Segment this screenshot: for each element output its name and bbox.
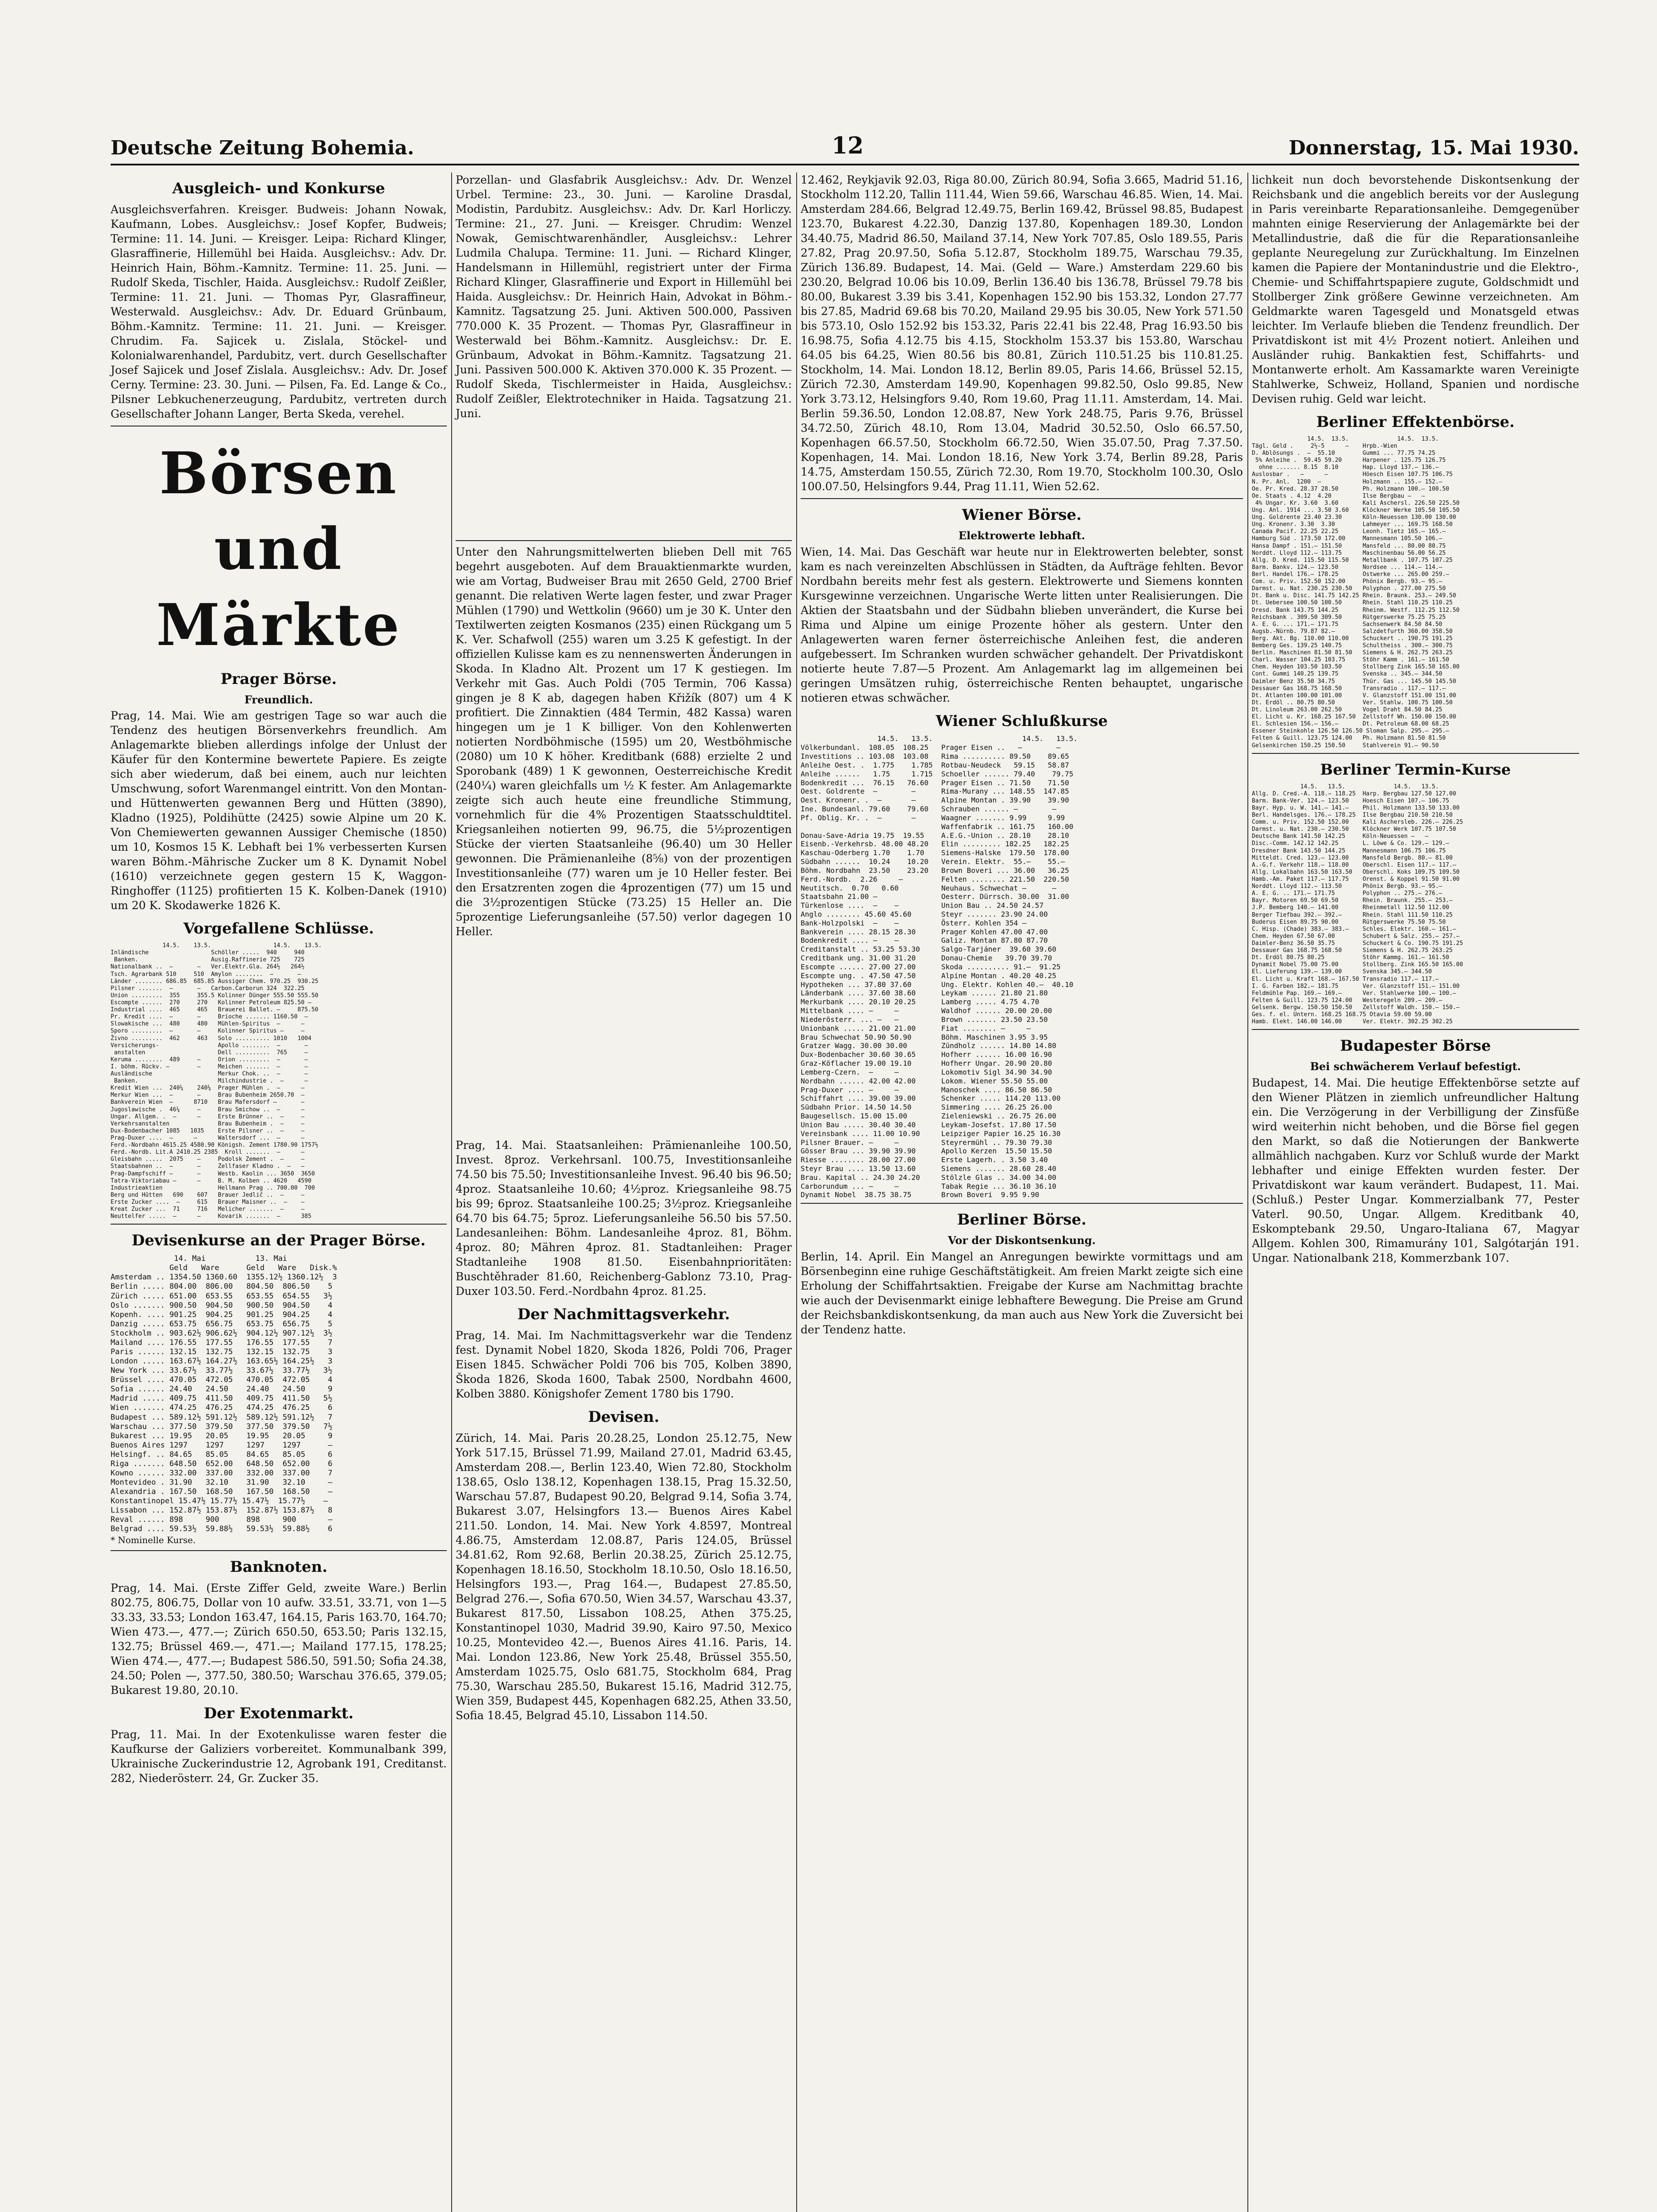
- issue-date: Donnerstag, 15. Mai 1930.: [1289, 137, 1579, 159]
- budapester-heading: Budapester Börse: [1340, 1037, 1491, 1055]
- staatsanleihen-text: Prag, 14. Mai. Staatsanleihen: Prämienanleihe 100.50, Invest. 8proz. Verkehrsanl. 100.75, Investitionsanleihe 74.50 bis 75.50; Investitionsanleihe Invest. 96.40 bis 96.50; 4proz. Staatsanleihe 10.60; 4½proz. Kriegsanleihe 98.75 bis 99; 6proz. Staatsanleihe 100.25; 3½proz. Kriegsanleihe 64.70 bis 64.75; 5proz. Lieferungsanleihe 56.50 bis 57.50. Landesanleihen: Böhm. Landesanleihe 4proz. 81, Böhm. 4proz. 80; Mähren 4proz. 81. Stadtanleihen: Prager Stadtanleihe 1908 81.50. Eisenbahnprioritäten: Buschtěhrader 81.60, Reichenberg-Gablonz 73.10, Prag-Duxer 103.50. Ferd.-Nordbahn 4proz. 81.25.: [456, 1139, 792, 1298]
- column-2: [456, 173, 792, 1727]
- divider: [801, 498, 1243, 499]
- column-rule: [796, 173, 797, 2212]
- divider: [111, 1550, 447, 1551]
- exoten-heading: Der Exotenmarkt.: [203, 1704, 354, 1722]
- vorgefallene-table: 14.5. 13.5. 14.5. 13.5. Inländische Schöller ..... 940 940 Banken. Ausig.Raffinerie 725 725 Nationalbank .. — — Ver.Elektr.Gla. 264½ 264½ Tsch. Agrarbank 510 510 Amylon ........ — — Länder ........ 686.85 685.85 Aussiger Chem. 970.25 930.25 Pilsner ....... — — Carbon.Carborun 324 322.25 Union ......... 355 355.5 Kolinner Dünger 555.50 555.50 Escompte ...... 270 270 Kolinner Petroleum 825.50 — Industrial .... 465 465 Brauerei Ballet. — 875.50 Pr. Kredit .... — — Brioche ....... 1160.50 — Slowakische ... 480 480 Mühlen-Spiritus — — Sporo ......... — — Kolinner Spiritus — — Živno ......... 462 463 Solo .......... 1010 1004 Versicherungs- Apollo ........ — — anstalten Dell .......... 765 — Keruma ........ 489 — Orion ......... — — I. böhm. Rückv. — — Meichen ....... — — Ausländische Merkur Chok. .. — — Banken. Milchindustrie . — — Kredit Wien ... 240¼ 240¼ Prager Mühlen . — — Merkur Wien ... — — Brau Bubenheim 2650.70 — Bankverein Wien — 8710 Brau Mafersdorf — — Jugoslawische . 46¼ — Brau Smichow .. — — Ungar. Allgem. . — — Erste Brünner .. — — Verkehrsanstalten Brau Bubenheim . — — Dux-Bodenbacher 1085 1035 Erste Pilsner .. — — Prag-Duxer .... — — Waltersdorf ... — — Ferd.-Nordbahn 4615.25 4580.90 Königsh. Zement 1780.90 1757½ Ferd.-Nordb. Lit.A 2410.25 2385 Kroll ....... — — Gleisbahn ..... 2075 — Podolsk Zement . — — Staatsbahnen .. — — Zellfaser Kladno . — — Prag-Dampfschiff — — Westb. Kaolin ... 3650 3650 Tatra-Viktoriabau — — B. M. Kolben .. 4620 4590 Industrieaktien Hellmann Prag .. 700.00 700 Berg und Hütten 690 607 Brauer Jedlič .. — — Erste Zucker .... — 615 Brauer Maisner .. — — Kreat Zucker ... 71 716 Melicher ....... — — Neuttelfer ..... — — Kovarik ....... — 385: [111, 942, 322, 1220]
- vorgefallene-heading: Vorgefallene Schlüsse.: [183, 920, 374, 938]
- wiener-text: Wien, 14. Mai. Das Geschäft war heute nur in Elektrowerten belebter, sonst kam es nach vereinzelten Abschlüssen in Städten, da Aufträge fehlten. Bevor Nordbahn bereits mehr fest als gestern. Elektrowerte und Siemens konnten Kursgewinne verzeichnen. Ungarische Werte litten unter Realisierungen. Die Aktien der Staatsbahn und der Südbahn blieben unverändert, die Kurse bei Rima und Alpine um einige Prozente höher als gestern. Unter den Anlagewerten waren ferner österreichische Anleihen fest, die anderen aufgebessert. Im Schranken wurden schwächer gehandelt. Der Privatdiskont notierte heute 7.87—5 Prozent. Am Anlagemarkt lag im allgemeinen bei geringen Umsätzen ruhig, österreichische Renten behauptet, ungarische notieren etwas schwächer.: [801, 545, 1243, 704]
- berliner-subhead: Vor der Diskontsenkung.: [948, 1234, 1096, 1247]
- devisen-heading: Devisenkurse an der Prager Börse.: [131, 1232, 426, 1250]
- berliner-continued-text: lichkeit nun doch bevorstehende Diskontsenkung der Reichsbank und die angeblich bereits vor der Auslegung in Paris vereinbarte Reparationsanleihe. Demgegenüber mahnten einige Reservierung der Anlagemärkte bei der Metallindustrie, daß die für die Reparationsanleihe geplante Neuregelung zur Zurückhaltung. Im Einzelnen kamen die Papiere der Montanindustrie und die Elektro-, Chemie- und Schiffahrtspapiere zugute, Goldschmidt und Stollberger Zink größere Gewinne verzeichneten. Am Geldmarkte waren Tagesgeld und Monatsgeld etwas leichter. Im Verlaufe blieben die Tendenz freundlich. Der Privatdiskont ist mit 4½ Prozent notiert. Anleihen und Ausländer ruhig. Bankaktien fest, Schiffahrts- und Montanwerte erholt. Am Kassamarkte waren Vereinigte Stahlwerke, Schweiz, Holland, Spanien und nordische Devisen ruhig. Geld war leicht.: [1252, 173, 1579, 405]
- wiener-subhead: Elektrowerte lebhaft.: [958, 529, 1085, 542]
- divider: [456, 540, 792, 541]
- devisen2-text: Zürich, 14. Mai. Paris 20.28.25, London 25.12.75, New York 517.15, Brüssel 71.99, Mailand 27.01, Madrid 63.45, Amsterdam 208.—, Berlin 123.40, Wien 72.80, Stockholm 138.65, Oslo 138.12, Kopenhagen 138.15, Prag 15.32.50, Warschau 57.87, Budapest 90.20, Belgrad 9.14, Sofia 3.74, Bukarest 3.07, Helsingfors 13.— Buenos Aires Kabel 211.50. London, 14. Mai. New York 4.8597, Montreal 4.86.75, Amsterdam 12.08.87, Paris 124.05, Brüssel 34.81.62, Rom 92.68, Berlin 20.38.25, Zürich 25.12.75, Kopenhagen 18.16.50, Stockholm 18.10.50, Oslo 18.16.50, Helsingfors 193.—, Prag 164.—, Budapest 27.85.50, Belgrad 276.—, Sofia 670.50, Wien 34.57, Warschau 43.37, Bukarest 817.50, Lissabon 108.25, Athen 375.25, Konstantinopel 1030, Madrid 39.90, Kairo 97.50, Mexico 10.25, Montevideo 42.—, Buenos Aires 41.16. Paris, 14. Mai. London 123.86, New York 25.48, Brüssel 355.50, Amsterdam 1025.75, Oslo 681.75, Stockholm 684, Prag 75.30, Warschau 285.50, Bukarest 15.16, Madrid 312.75, Wien 359, Budapest 445, Kopenhagen 682.25, Athen 33.50, Sofia 18.45, Belgrad 45.10, Lissabon 114.50.: [456, 1431, 792, 1722]
- prager-subhead: Freundlich.: [244, 693, 313, 706]
- nominelle-note: * Nominelle Kurse.: [111, 1534, 196, 1545]
- column-3: [801, 173, 1243, 1341]
- devisen-table: 14. Mai 13. Mai Geld Ware Geld Ware Disk.% Amsterdam .. 1354.50 1360.60 1355.12½ 1360.12½ 3 Berlin ..... 804.00 806.00 804.50 806.50 5 Zürich ..... 651.00 653.55 653.55 654.55 3½ Oslo ....... 900.50 904.50 900.50 904.50 4 Kopenh. .... 901.25 904.25 901.25 904.25 4 Danzig ..... 653.75 656.75 653.75 656.75 5 Stockholm .. 903.62½ 906.62½ 904.12½ 907.12½ 3½ Mailand .... 176.55 177.55 176.55 177.55 7 Paris ...... 132.15 132.75 132.15 132.75 3 London ..... 163.67½ 164.27½ 163.65½ 164.25½ 3 New York ... 33.67½ 33.77½ 33.67½ 33.77½ 3½ Brüssel .... 470.05 472.05 470.05 472.05 4 Sofia ...... 24.40 24.50 24.40 24.50 9 Madrid ..... 409.75 411.50 409.75 411.50 5½ Wien ....... 474.25 476.25 474.25 476.25 6 Budapest ... 589.12½ 591.12½ 589.12½ 591.12½ 7 Warschau ... 377.50 379.50 377.50 379.50 7½ Bukarest ... 19.95 20.05 19.95 20.05 9 Buenos Aires 1297 1297 1297 1297 — Helsingf. .. 84.65 85.05 84.65 85.05 6 Riga ....... 648.50 652.00 648.50 652.00 6 Kowno ...... 332.00 337.00 332.00 337.00 7 Montevideo . 31.90 32.10 31.90 32.10 — Alexandria . 167.50 168.50 167.50 168.50 — Konstantinopel 15.47½ 15.77½ 15.47½ 15.77½ — Lissabon ... 152.87½ 153.87½ 152.87½ 153.87½ 8 Reval ...... 898 900 898 900 — Belgrad .... 59.53½ 59.88½ 59.53½ 59.88½ 6: [111, 1254, 337, 1534]
- divider: [801, 1203, 1243, 1204]
- ausgleich-continued-text: Porzellan- und Glasfabrik Ausgleichsv.: Adv. Dr. Wenzel Urbel. Termine: 23., 30. Juni. — Karoline Drasdal, Modistin, Pardubitz. Ausgleichsv.: Adv. Dr. Karl Horliczy. Termine: 21., 27. Juni. — Kreisger. Chrudim: Wenzel Nowak, Gemischtwarenhändler, Ausgleichsv.: Lehrer Ludmila Chalupa. Termine: 11. Juni. — Richard Klinger, Handelsmann in Hillemühl, registriert unter der Firma Richard Klinger, Glasraffinerie und Export in Hillemühl bei Haida. Ausgleichsv.: Dr. Heinrich Hain, Advokat in Böhm.-Kamnitz. Tagsatzung 25. Juni. Aktiven 500.000, Passiven 770.000 K. 35 Prozent. — Thomas Pyr, Glasraffineur in Westerwald bei Böhm.-Kamnitz. Ausgleichsv.: Dr. E. Grünbaum, Advokat in Böhm.-Kamnitz. Tagsatzung 21. Juni. Passiven 500.000 K. Aktiven 370.000 K. 35 Prozent. — Rudolf Skeda, Tischlermeister in Haida, Ausgleichsv.: Rudolf Zeißler, Elektrotechniker in Haida. Tagsatzung 21. Juni.: [456, 173, 792, 420]
- termin-heading: Berliner Termin-Kurse: [1320, 760, 1511, 779]
- column-1: [111, 173, 447, 1790]
- divider: [1252, 753, 1579, 754]
- boersen-heading: Börsen und Märkte: [156, 439, 401, 659]
- budapester-text: Budapest, 14. Mai. Die heutige Effektenbörse setzte auf den Wiener Plätzen in ziemlich unfreundlicher Haltung ein. Die Verzögerung in der Verbilligung der Zinsfüße wird weiterhin nicht behoben, und die Börse fiel gegen den Markt, so daß die Notierungen der Bankwerte allmählich nachgaben. Kurz vor Schluß wurde der Markt lebhafter und einige Effekten wurden fester. Der Privatdiskont war kaum verändert. Budapest, 11. Mai. (Schluß.) Pester Ungar. Kommerzialbank 77, Pester Vaterl. 90.50, Ungar. Allgem. Kreditbank 40, Eskomptebank 29.50, Ungaro-Italiana 67, Magyar Allgem. Kohlen 300, Rimamurány 101, Salgótarján 191. Ungar. Nationalbank 218, Kommerzbank 107.: [1252, 1076, 1579, 1264]
- devisen-continued-text: 12.462, Reykjavik 92.03, Riga 80.00, Zürich 80.94, Sofia 3.665, Madrid 51.16, Stockholm 112.20, Tallin 111.44, Wien 59.66, Warschau 46.85. Wien, 14. Mai. Amsterdam 284.66, Belgrad 12.49.75, Berlin 169.42, Brüssel 98.85, Budapest 123.70, Bukarest 4.22.30, Danzig 137.80, Kopenhagen 189.30, London 34.40.75, Madrid 86.50, Mailand 37.14, New York 707.85, Oslo 189.55, Paris 27.82, Prag 20.97.50, Sofia 5.12.87, Stockholm 189.75, Warschau 79.35, Zürich 136.89. Budapest, 14. Mai. (Geld — Ware.) Amsterdam 229.60 bis 230.20, Belgrad 10.06 bis 10.09, Berlin 136.40 bis 136.78, Brüssel 79.78 bis 80.00, Bukarest 3.39 bis 3.41, Kopenhagen 152.90 bis 153.32, London 27.77 bis 27.85, Madrid 69.68 bis 70.20, Mailand 29.95 bis 30.05, New York 571.50 bis 573.10, Oslo 152.92 bis 153.32, Paris 22.41 bis 22.48, Prag 16.93.50 bis 16.98.75, Sofia 4.12.75 bis 4.15, Stockholm 153.37 bis 153.80, Warschau 64.05 bis 64.25, Wien 80.56 bis 80.81, Zürich 110.51.25 bis 110.81.25. Stockholm, 14. Mai. London 18.12, Berlin 89.05, Paris 14.66, Brüssel 52.15, Zürich 72.30, Amsterdam 149.90, Kopenhagen 99.82.50, Oslo 99.85, New York 3.73.12, Helsingfors 9.40, Rom 19.60, Prag 11.11. Amsterdam, 14. Mai. Berlin 59.36.50, London 12.08.87, New York 248.75, Paris 9.76, Brüssel 34.72.50, Zürich 48.10, Rom 13.04, Madrid 30.52.50, Oslo 66.57.50, Kopenhagen 66.57.50, Stockholm 66.72.50, Wien 35.07.50, Prag 7.37.50. Kopenhagen, 14. Mai. London 18.16, New York 3.74, Berlin 89.28, Paris 14.75, Amsterdam 150.55, Zürich 72.30, Rom 19.70, Stockholm 100.30, Oslo 100.07.50, Helsingfors 9.44, Prag 11.11, Wien 52.62.: [801, 173, 1243, 493]
- termin-table: 14.5. 13.5. 14.5. 13.5. Allg. D. Cred.-A. 118.— 118.25 Harp. Bergbau 127.50 127.00 Barm. Bank-Ver. 124.— 123.50 Hoesch Eisen 107.— 106.75 Bayr. Hyp. u. W. 141.— 141.— Phil. Holzmann 133.50 133.00 Berl. Handelsges. 176.— 178.25 Ilse Bergbau 210.50 210.50 Comm. u. Priv. 152.50 152.00 Kali Aschersleb. 226.— 226.25 Darmst. u. Nat. 230.— 230.50 Klöckner Werk 107.75 107.50 Deutsche Bank 141.50 142.25 Köln-Neuessen — — Disc.-Comm. 142.12 142.25 L. Löwe & Co. 129.— 129.— Dresdner Bank 143.50 144.25 Mannesmann 106.75 106.75 Mitteldt. Cred. 123.— 123.00 Mansfeld Bergb. 80.— 81.00 A.-G.f. Verkehr 118.— 118.00 Oberschl. Eisen 117.— 117.— Allg. Lokalbahn 163.50 163.50 Oberschl. Koks 109.75 109.50 Hamb.-Am. Paket 117.— 117.75 Orenst. & Koppel 91.50 91.00 Norddt. Lloyd 112.— 113.50 Phönix Bergb. 93.— 95.— A. E. G. .. 171.— 171.75 Polyphon .. 275.— 276.— Bayr. Motoren 69.50 69.50 Rhein. Braunk. 255.— 253.— J.P. Bemberg 140.— 141.00 Rheinmetall 112.50 112.00 Berger Tiefbau 392.— 392.— Rhein. Stahl 111.50 110.25 Buderus Eisen 89.75 90.00 Rütgerswerke 75.50 75.50 C. Hisp. (Chade) 383.— 383.— Schles. Elektr. 160.— 161.— Chem. Heyden 67.50 67.00 Schubert & Salz. 255.— 257.— Daimler-Benz 36.50 35.75 Schuckert & Co. 190.75 191.25 Dessauer Gas 168.75 168.50 Siemens & H. 262.75 263.25 Dt. Erdöl 80.75 80.25 Stöhr Kammg. 161.— 161.50 Dynamit Nobel 75.00 75.00 Stollberg. Zink 165.50 165.00 El. Lieferung 139.— 139.00 Svenska 345.— 344.50 El. Licht u. Kraft 168.— 167.50 Transradio 117.— 117.— I. G. Farben 182.— 181.75 Ver. Glanzstoff 151.— 151.00 Feldmühle Pap. 169.— 169.— Ver. Stahlwerke 100.— 100.— Felten & Guill. 123.75 124.00 Westeregeln 209.— 209.— Gelsenk. Bergw. 150.50 150.50 Zellstoff Waldh. 150.— 150.— Ges. f. el. Untern. 168.25 168.75 Otavia 59.00 59.00 Hamb. Elekt. 146.00 146.00 Ver. Elektr. 302.25 302.25: [1252, 783, 1463, 1025]
- schluss-heading: Wiener Schlußkurse: [936, 712, 1108, 730]
- budapester-subhead: Bei schwächerem Verlauf befestigt.: [1310, 1060, 1521, 1073]
- prager-text: Prag, 14. Mai. Wie am gestrigen Tage so war auch die Tendenz des heutigen Börsenverkehrs freundlich. Am Anlagemarkte blieben allerdings infolge der Unlust der Käufer für den Kontermine bewertete Papiere. Es zeigte sich aber wiederum, daß bei einem, auch nur leichten Umschwung, sofort Warenmangel eintritt. Von den Montan- und Hüttenwerten gewannen Berg und Hütten (3890), Kladno (1925), Poldihütte (2425) sowie Alpine um 20 K. Von Chemiewerten gewannen Aussiger Chemische (1850) um 10, Kosmos 15 K. Lebhaft bei 1% verbesserten Kursen waren Böhm.-Mährische Zucker um 8 K. Dynamit Nobel (1610) verzeichnete gegen gestern 15 K, Waggon-Ringhoffer (1125) profitierten 15 K. Kolben-Danek (1910) um 20 K. Skodawerke 1826 K.: [111, 709, 447, 912]
- market-text: Unter den Nahrungsmittelwerten blieben Dell mit 765 begehrt ausgeboten. Auf dem Brauaktienmarkte wurden, wie am Vortag, Budweiser Brau mit 2650 Geld, 2700 Brief genannt. Die relativen Werte lagen fester, und zwar Prager Mühlen (1790) und Wettkolin (9660) um je 30 K. Unter den Textilwerten zeigten Kosmanos (235) einen Rückgang um 5 K. Ver. Schafwoll (255) waren um 3.25 K gefestigt. In der offiziellen Kulisse kam es zu nennenswerten Änderungen in Skoda. In Kladno Alt. Prozent um 17 K gestiegen. Im Verkehr mit Gas. Auch Poldi (705 Termin, 706 Kassa) gingen je 8 K ab, dagegen haben Křižík (807) um 4 K profitiert. Die Zinnaktien (484 Termin, 482 Kassa) waren hingegen um je 1 K billiger. Von den Kohlenwerten notierten Nordböhmische (1595) um 20, Westböhmische (2080) um 10 K höher. Kreditbank (688) erzielte 2 und Sporobank (489) 1 K gewonnen, Oesterreichische Kredit (240¼) waren gleichfalls um ½ K fester. Am Anlagemarkte zeigte sich auch heute eine freundliche Stimmung, vornehmlich für die 4% Prozentigen Staatsschuldtitel. Kriegsanleihen notierten 99, 96.75, die 5½prozentigen Stücke der vierten Staatsanleihe (96.40) um 30 Heller gewonnen. Die Prämienanleihe (8⅝) von der prozentigen Investitionsanleihe (77) waren um je 10 Heller fester. Bei den Ersatzrenten zogen die 4prozentigen (77) um 15 und die 3½prozentigen Stücke (73.25) 15 Heller an. Die 5prozentige Lieferungsanleihe (57.50) verlor dagegen 10 Heller.: [456, 545, 792, 938]
- divider: [111, 1224, 447, 1225]
- page-header: [111, 133, 1579, 165]
- prager-heading: Prager Börse.: [220, 670, 337, 688]
- banknoten-text: Prag, 14. Mai. (Erste Ziffer Geld, zweite Ware.) Berlin 802.75, 806.75, Dollar von 10 aufw. 33.51, 33.71, von 1—5 33.33, 33.53; London 163.47, 164.15, Paris 163.70, 164.70; Wien 473.—, 477.—; Zürich 650.50, 653.50; Paris 132.15, 132.75; Brüssel 469.—, 471.—; Mailand 177.15, 178.25; Wien 474.—, 477.—; Budapest 586.50, 591.50; Sofia 24.38, 24.50; Polen —, 377.50, 380.50; Warschau 376.65, 379.05; Bukarest 19.80, 20.10.: [111, 1581, 447, 1697]
- exoten-text: Prag, 11. Mai. In der Exotenkulisse waren fester die Kaufkurse der Galiziers vorbereitet. Kommunalbank 399, Ukrainische Zuckerindustrie 12, Agrobank 191, Creditanst. 282, Niederösterr. 24, Gr. Zucker 35.: [111, 1728, 447, 1785]
- column-4: [1252, 173, 1579, 1270]
- schluss-table: 14.5. 13.5. 14.5. 13.5. Völkerbundanl. 108.05 108.25 Prager Eisen .. — — Investitions .. 103.08 103.08 Rima .......... 89.50 89.65 Anleihe Oest. . 1.775 1.785 Rotbau-Neudeck 59.15 58.87 Anleihe ...... 1.75 1.715 Schoeller ...... 79.40 79.75 Bodenkredit ... 76.15 76.60 Prager Eisen .. 71.50 71.50 Oest. Goldrente — — Rima-Murany ... 148.55 147.85 Oest. Kronenr. . — — Alpine Montan . 39.90 39.90 Ine. Bundesanl. 79.60 79.60 Schrauben ...... — — Pf. Oblig. Kr. . — — Waagner ....... 9.99 9.99 Waffenfabrik .. 161.75 160.00 Donau-Save-Adria 19.75 19.55 A.E.G.-Union .. 28.10 28.10 Eisenb.-Verkehrsb. 48.00 48.20 Elin ......... 182.25 182.25 Kaschau-Oderberg 1.70 1.70 Siemens-Halske 179.50 178.00 Südbahn ...... 10.24 10.20 Verein. Elektr. 55.— 55.— Böhm. Nordbahn 23.50 23.20 Brown Boveri ... 36.00 36.25 Ferd.-Nordb. 2.26 — Felten ........ 221.50 220.50 Neutitsch. 0.70 0.60 Neuhaus. Schwechat — — Staatsbahn 21.00 — Oesterr. Dürrsch. 30.00 31.00 Türkenlose .... — — Union Bau .. 24.50 24.57 Anglo ........ 45.60 45.60 Steyr ....... 23.90 24.00 Bank-Holzpolski — — Österr. Kohlen 354 — Bankverein .... 28.15 28.30 Prager Kohlen 47.00 47.00 Bodenkredit .... — — Galiz. Montan 87.80 87.70 Creditanstalt .. 53.25 53.30 Salgo-Tarjáner 39.60 39.60 Creditbank ung. 31.00 31.20 Donau-Chemie 39.70 39.70 Escompte ...... 27.00 27.00 Skoda .......... 91.— 91.25 Escompte ung. . 47.50 47.50 Alpine Montan . 40.20 40.25 Hypotheken ... 37.80 37.60 Ung. Elektr. Kohlen 40.— 40.10 Länderbank .... 37.60 38.60 Leykam ...... 21.80 21.80 Merkurbank .... 20.10 20.25 Lamberg ..... 4.75 4.70 Mittelbank .... — — Waldhof ...... 20.00 20.00 Niederösterr. ... — — Brown ....... 23.50 23.50 Unionbank ..... 21.00 21.00 Fiat ........ — — Brau Schwechat 50.90 50.90 Böhm. Maschinen 3.95 3.95 Gratzer Wagg. 30.00 30.00 Zündholz ...... 14.80 14.80 Dux-Bodenbacher 30.60 30.65 Hofherr ...... 16.00 16.90 Graz-Köflacher 19.00 19.10 Hofherr Ungar. 20.90 20.80 Lemberg-Czern. — — Lokomotiv Sigl 34.90 34.90 Nordbahn ...... 42.00 42.00 Lokom. Wiener 55.50 55.00 Prag-Duxer .... — — Manoschek .... 86.50 86.50 Schiffahrt .... 39.00 39.00 Schenker ..... 114.20 113.00 Südbahn Prior. 14.50 14.50 Simmering .... 26.25 26.00 Baugesellsch. 15.00 15.00 Zieleniewski .. 26.75 26.00 Union Bau ..... 30.40 30.40 Leykam-Josefst. 17.80 17.50 Vereinsbank .... 11.00 10.90 Leipziger Papier 16.25 16.30 Pilsner Brauer. — — Steyrermühl .. 79.30 79.30 Gösser Brau ... 39.90 39.90 Apollo Kerzen 15.50 15.50 Riesse ........ 28.00 27.00 Erste Lagerh. . 3.50 3.40 Steyr Brau .... 13.50 13.60 Siemens ....... 28.60 28.40 Brau. Kapital .. 24.30 24.20 Stölzle Glas .. 34.00 34.00 Carborundum ... — — Tabak Regie ... 36.10 36.10 Dynamit Nobel 38.75 38.75 Brown Boveri 9.95 9.90: [801, 734, 1078, 1199]
- banknoten-heading: Banknoten.: [230, 1558, 328, 1576]
- divider: [1252, 1029, 1579, 1030]
- effekten-table: 14.5. 13.5. 14.5. 13.5. Tägl. Geld . 2½-5 — Hrpb.-Wien D. Ablösungs . — 55.10 Gummi ... 77.75 74.25 5% Anleihe . 59.45 59.20 Harpener . 125.75 126.75 ohne ....... 8.15 8.10 Hap. Lloyd 137.— 136.— Auslosbar . — — Höesch Eisen 107.75 106.75 N. Pr. Anl. 1200 — Holzmann .. 155.— 152.— Oe. Pr. Kred. 28.37 28.50 Ph. Holzmann 100.— 100.50 Oe. Staats . 4.12 4.20 Ilse Bergbau — — 4% Ungar. Kr. 3.60 3.60 Kali Aschersl. 226.50 225.50 Ung. Anl. 1914 ... 3.50 3.60 Klöckner Werke 105.50 105.50 Ung. Goldrente 23.40 23.30 Köln-Neuessen 130.00 130.00 Ung. Kronenr. 3.30 3.30 Lahmeyer ... 169.75 168.50 Canada Pacif. 22.25 22.25 Leonh. Tietz 165.— 165.— Hamburg Süd . 173.50 172.00 Mannesmann 105.50 106.— Hansa Dampf . 151.— 151.50 Mansfeld ... 80.00 80.75 Norddt. Lloyd 112.— 113.75 Maschinenbau 56.00 56.25 Allg. D. Kred. 115.50 115.50 Metallbank . 107.75 107.25 Barm. Bankv. 124.— 123.50 Nordsee ... 114.— 114.— Berl. Handel 176.— 178.25 Ostwerke ... 265.00 259.— Com. u. Priv. 152.50 152.00 Phönix Bergb. 93.— 95.— Darmst. u. Nat. 230.25 230.50 Polyphon . 277.00 275.50 Dt. Bank u. Disc. 141.75 142.25 Rhein. Braunk. 253.— 249.50 Dt. Uebersee 100.50 100.50 Rhein. Stahl 110.25 110.25 Dresd. Bank 143.75 144.25 Rheinm. Westf. 112.25 112.50 Reichsbank . 309.50 309.50 Rütgerswerke 75.25 75.25 A. E. G. ... 171.— 171.75 Sachsenwerk 84.50 84.50 Augsb.-Nürnb. 79.87 82.— Salzdetfurth 360.00 358.50 Berg. Akt. Bg. 110.00 110.00 Schuckert .. 190.75 191.25 Bemberg Ges. 139.25 140.75 Schultheiss . 300.— 300.75 Berlin. Maschinen 81.50 81.50 Siemens & H. 262.75 263.25 Charl. Wasser 104.25 103.75 Stöhr Kamm . 161.— 161.50 Chem. Heyden 103.50 103.50 Stollberg Zink 165.50 165.00 Cont. Gummi 140.25 139.75 Svenska .. 345.— 344.50 Daimler Benz 35.50 34.75 Thür. Gas ... 145.50 145.50 Dessauer Gas 168.75 168.50 Transradio . 117.— 117.— Dt. Atlanten 100.00 101.00 V. Glanzstoff 151.00 151.00 Dt. Erdöl .. 80.75 80.50 Ver. Stahlw. 100.75 100.50 Dt. Linoleum 263.00 262.50 Vogel Draht 84.50 84.25 El. Licht u. Kr. 168.25 167.50 Zellstoff Wh. 150.00 150.00 El. Schlesien 156.— 156.— Dt. Petroleum 68.00 68.25 Essener Steinkohle 126.50 126.50 Sloman Salp. 295.— 295.— Felten & Guill. 123.75 124.00 Ph. Holzmann 81.50 81.50 Gelsenkirchen 150.25 150.50 Stahlverein 91.— 90.50: [1252, 435, 1460, 749]
- ausgleich-heading: Ausgleich- und Konkurse: [172, 180, 385, 197]
- effekten-heading: Berliner Effektenbörse.: [1316, 413, 1515, 431]
- spacer: [456, 943, 792, 1138]
- devisen2-heading: Devisen.: [588, 1408, 660, 1426]
- berliner-heading: Berliner Börse.: [957, 1211, 1087, 1229]
- newspaper-title: Deutsche Zeitung Bohemia.: [111, 137, 414, 159]
- nachmittag-heading: Der Nachmittagsverkehr.: [517, 1306, 730, 1323]
- nachmittag-text: Prag, 14. Mai. Im Nachmittagsverkehr war die Tendenz fest. Dynamit Nobel 1820, Skoda 1826, Poldi 706, Prager Eisen 1845. Schwächer Poldi 706 bis 705, Kolben 3890, Škoda 1826, Skoda 1600, Tabak 2500, Nordbahn 4600, Kolben 3880. Königshofer Zement 1780 bis 1790.: [456, 1329, 792, 1400]
- column-rule: [1247, 173, 1248, 2212]
- column-rule: [451, 173, 452, 2212]
- wiener-heading: Wiener Börse.: [962, 506, 1082, 524]
- ausgleich-text: Ausgleichsverfahren. Kreisger. Budweis: Johann Nowak, Kaufmann, Lobes. Ausgleichsv.: Josef Kopfer, Budweis; Termine: 11. 14. Juni. — Kreisger. Leipa: Richard Klinger, Glasraffinerie, Hillemühl bei Haida. Ausgleichsv.: Adv. Dr. Heinrich Hain, Böhm.-Kamnitz. Termine: 11. 25. Juni. — Rudolf Skeda, Tischler, Haida. Ausgleichsv.: Rudolf Zeißler, Termine: 11. 21. Juni. — Thomas Pyr, Glasraffineur, Westerwald. Ausgleichsv.: Adv. Dr. Eduard Grünbaum, Böhm.-Kamnitz. Termine: 11. 21. Juni. — Kreisger. Chrudim. Fa. Sajicek u. Zislala, Stöckel- und Kolonialwarenhandel, Pardubitz, vert. durch Gesellschafter Josef Sajicek und Josef Zislala. Ausgleichsv.: Adv. Dr. Josef Cerny. Termine: 23. 30. Juni. — Pilsen, Fa. Ed. Lange & Co., Pilsner Lebkuchenerzeugung, Pardubitz, vertreten durch Gesellschafter Johann Langer, Berta Skeda, verehel.: [111, 203, 447, 420]
- berliner-text: Berlin, 14. April. Ein Mangel an Anregungen bewirkte vormittags und am Börsenbeginn eine ruhige Geschäftstätigkeit. Am freien Markt zeigte sich eine Erholung der Schiffahrtsaktien. Freigabe der Kurse am Nachmittag brachte wie auch der Devisenmarkt einige lebhaftere Bewegung. Die Preise am Grund der Reichsbankdiskontsenkung, da man auch aus New York die Zuversicht bei der Tendenz hatte.: [801, 1250, 1243, 1336]
- page-number: 12: [832, 132, 864, 159]
